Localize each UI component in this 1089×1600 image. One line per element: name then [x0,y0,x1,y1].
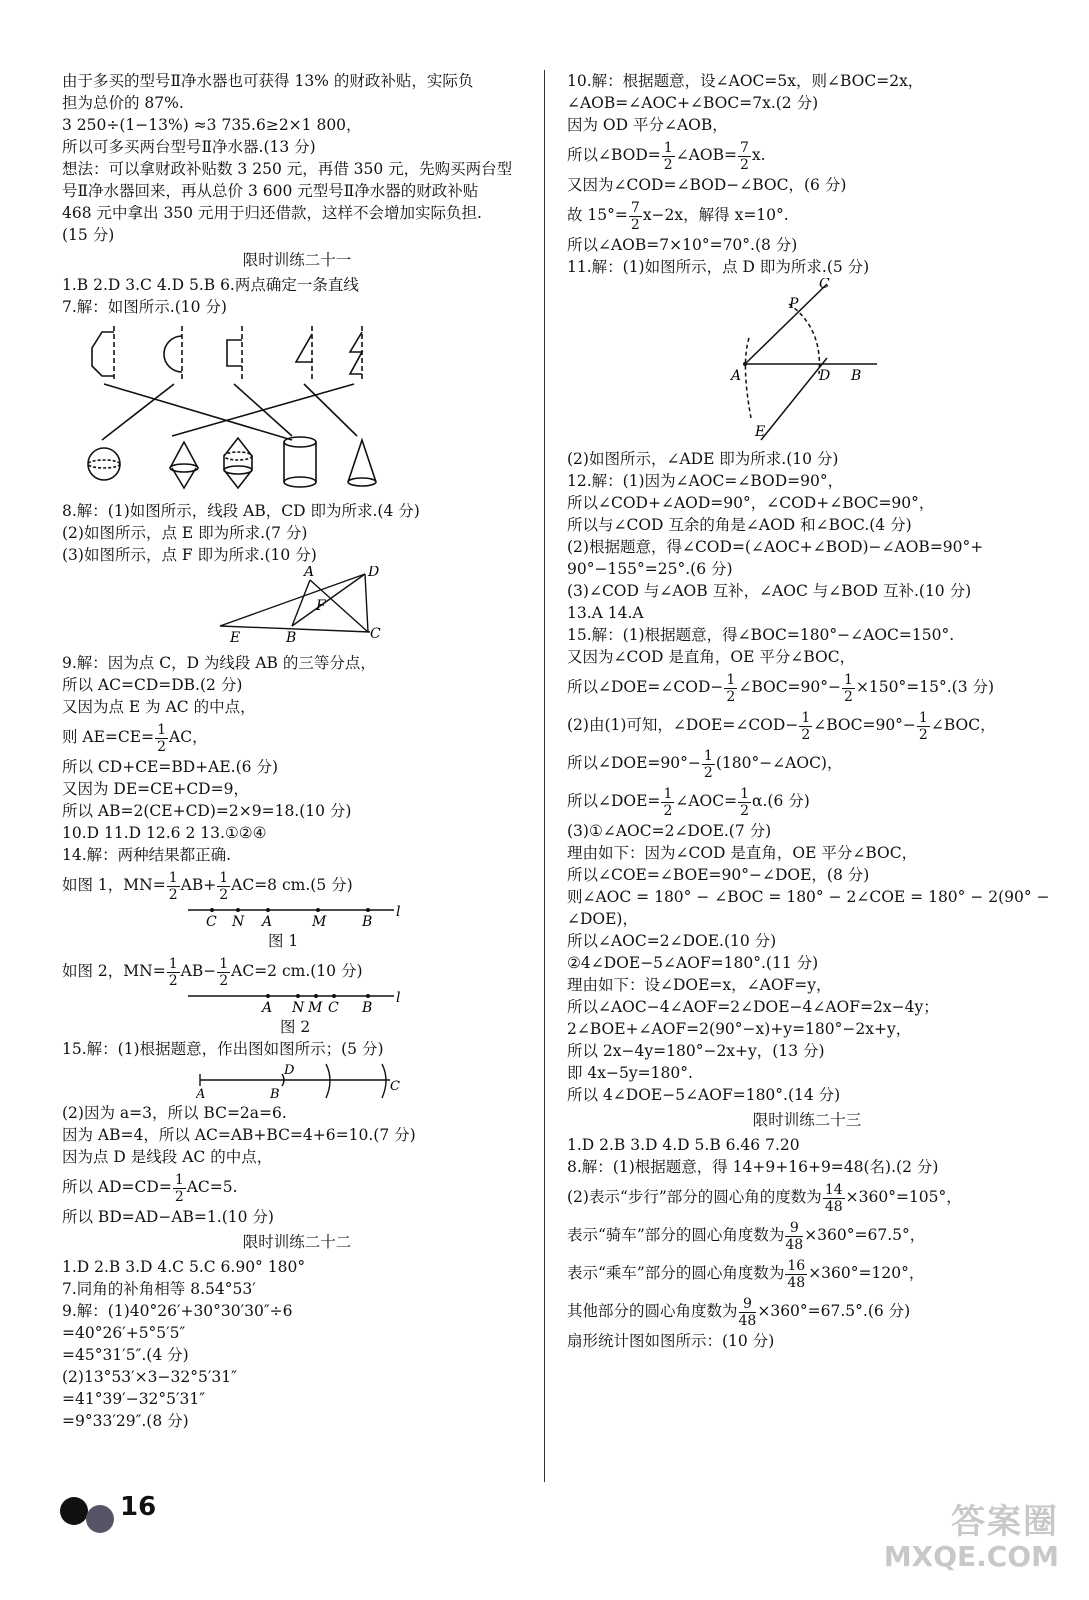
label-B: B [851,368,862,384]
answer-line: =45°31′5″.(4 分) [62,1346,189,1364]
answer-line: (3)如图所示，点 F 即为所求.(10 分) [62,546,317,564]
answer-line: (2)13°53′×3−32°5′31″ [62,1368,237,1386]
fraction: $\frac{1}{2}$ [219,955,229,989]
page-number: 16 [120,1492,157,1522]
answer-line: 则 AE=CE= $\frac{1}{2}$ AC， [62,721,208,755]
fraction: $\frac{1}{2}$ [174,1171,184,1205]
answer-line: 所以与∠COD 互余的角是∠AOD 和∠BOC.(4 分) [567,516,912,534]
answer-line: 则∠AOC = 180° − ∠BOC = 180° − 2∠COE = 180° − 2(90° − [567,888,1050,906]
text-line: 担为总价的 87%. [62,94,184,112]
answer-line: 所以 BD=AD−AB=1.(10 分) [62,1208,274,1226]
label-D: D [368,566,380,580]
answer-line: 所以 AB=2(CE+CD)=2×9=18.(10 分) [62,802,352,820]
text-line: 由于多买的型号Ⅱ净水器也可获得 13% 的财政补贴，实际负 [62,72,474,90]
label-B: B [286,630,297,646]
answer-line: 如图 1，MN= $\frac{1}{2}$ AB+ $\frac{1}{2}$ AC=8 cm.(5 分) [62,869,353,903]
answer-line: 15.解：(1)根据题意，作出图如图所示；(5 分) [62,1040,384,1058]
answer-line: 又因为∠COD 是直角，OE 平分∠BOC， [567,648,856,666]
label-P: P [789,296,799,312]
fraction: $\frac{14}{48}$ [824,1181,843,1215]
fraction: $\frac{9}{48}$ [785,1219,804,1253]
figure-caption: 图 2 [280,1018,311,1036]
figure-q8-points [210,566,530,652]
answer-line: 8.解：(1)如图所示，线段 AB，CD 即为所求.(4 分) [62,502,420,520]
fraction: $\frac{7}{2}$ [630,199,640,233]
label-C: C [370,626,381,642]
label-E: E [230,630,241,646]
answer-line: 90°−155°=25°.(6 分) [567,560,733,578]
section-title: 限时训练二十二 [242,1233,352,1251]
text-line: 所以可多买两台型号Ⅱ净水器.(13 分) [62,138,316,156]
answer-line: 所以∠DOE= $\frac{1}{2}$ ∠AOC= $\frac{1}{2}$ α.(6 分) [567,785,810,819]
answer-line: 所以∠BOD= $\frac{1}{2}$ ∠AOB= $\frac{7}{2}$ x. [567,139,766,173]
text-line: 号Ⅱ净水器回来，再从总价 3 600 元型号Ⅱ净水器的财政补贴 [62,182,479,200]
answer-line: (2)根据题意，得∠COD=(∠AOC+∠BOD)−∠AOB=90°+ [567,538,984,556]
answer-line: 15.解：(1)根据题意，得∠BOC=180°−∠AOC=150°. [567,626,955,644]
label-M: M [308,1000,323,1016]
fraction: $\frac{1}{2}$ [703,747,713,781]
answer-line: 表示“乘车”部分的圆心角度数为 $\frac{16}{48}$ ×360°=120°， [567,1257,925,1291]
answer-line: =41°39′−32°5′31″ [62,1390,206,1408]
answer-line: =40°26′+5°5′5″ [62,1324,186,1342]
answer-line: 所以∠COE=∠BOE=90°−∠DOE，(8 分) [567,866,870,884]
label-C: C [819,278,830,292]
figure-q11-construction [727,278,1047,448]
answer-line: 又因为 DE=CE+CD=9， [62,780,249,798]
fraction: $\frac{1}{2}$ [168,869,178,903]
fraction: $\frac{7}{2}$ [740,139,749,173]
answer-line: 其他部分的圆心角度数为 $\frac{9}{48}$ ×360°=67.5°.(6 分) [567,1295,911,1329]
answer-line: 所以 4∠DOE−5∠AOF=180°.(14 分) [567,1086,841,1104]
fraction: $\frac{1}{2}$ [157,721,167,755]
answer-line: 10.解：根据题意，设∠AOC=5x，则∠BOC=2x， [567,72,924,90]
answer-line: 9.解：(1)40°26′+30°30′30″÷6 [62,1302,293,1320]
section-title: 限时训练二十三 [752,1111,862,1129]
answer-line: (2)如图所示，∠ADE 即为所求.(10 分) [567,450,839,468]
answer-line: 所以∠DOE=∠COD− $\frac{1}{2}$ ∠BOC=90°− $\frac{1}{2}$ ×150°=15°.(3 分) [567,671,995,705]
figure-2-line [188,990,528,1016]
answer-line: 理由如下：设∠DOE=x，∠AOF=y， [567,976,832,994]
fraction: $\frac{1}{2}$ [801,709,811,743]
label-B: B [362,914,373,930]
label-M: M [312,914,327,930]
answer-line: 因为点 D 是线段 AC 的中点， [62,1148,273,1166]
label-F: F [316,598,326,614]
figure-1-line [188,904,528,930]
label-B: B [362,1000,373,1016]
footer-decoration-icon [60,1497,88,1525]
answer-line: 所以 CD+CE=BD+AE.(6 分) [62,758,278,776]
answer-line: 又因为点 E 为 AC 的中点， [62,698,256,716]
label-l: l [396,990,401,1006]
figure-q15-construction [196,1060,536,1102]
label-C: C [328,1000,339,1016]
answer-line: 扇形统计图如图所示：(10 分) [567,1332,775,1350]
answer-line: (3)①∠AOC=2∠DOE.(7 分) [567,822,772,840]
fraction: $\frac{1}{2}$ [726,671,736,705]
fraction: $\frac{1}{2}$ [663,139,673,173]
label-E: E [755,424,766,440]
footer-decoration-icon [86,1505,114,1533]
answer-line: (2)表示“步行”部分的圆心角的度数为 $\frac{14}{48}$ ×360°=105°， [567,1181,962,1215]
answer-line: 13.A 14.A [567,604,644,622]
fraction: $\frac{1}{2}$ [168,955,178,989]
label-C: C [206,914,217,930]
answer-line: 14.解：两种结果都正确. [62,846,232,864]
right-column [567,70,1050,1352]
answer-line: 所以∠COD+∠AOD=90°，∠COD+∠BOC=90°， [567,494,935,512]
answer-line: 7.解：如图所示.(10 分) [62,298,227,316]
answer-line: 1.B 2.D 3.C 4.D 5.B 6.两点确定一条直线 [62,276,359,294]
answer-line: 8.解：(1)根据题意，得 14+9+16+9=48(名).(2 分) [567,1158,939,1176]
answer-line: 如图 2，MN= $\frac{1}{2}$ AB− $\frac{1}{2}$ AC=2 cm.(10 分) [62,955,363,989]
fraction: $\frac{1}{2}$ [219,869,229,903]
answer-line: 所以 2x−4y=180°−2x+y，(13 分) [567,1042,825,1060]
answer-line: 所以∠AOC=2∠DOE.(10 分) [567,932,777,950]
section-title: 限时训练二十一 [242,251,352,269]
answer-line: 9.解：因为点 C，D 为线段 AB 的三等分点， [62,654,376,672]
label-D: D [819,368,831,384]
answer-line: ②4∠DOE−5∠AOF=180°.(11 分) [567,954,819,972]
label-C: C [390,1079,400,1094]
answer-line: 1.D 2.B 3.D 4.D 5.B 6.46 7.20 [567,1136,800,1154]
answer-line: 因为 AB=4，所以 AC=AB+BC=4+6=10.(7 分) [62,1126,416,1144]
answer-line: 所以∠AOC−4∠AOF=2∠DOE−4∠AOF=2x−4y； [567,998,939,1016]
answer-line: 即 4x−5y=180°. [567,1064,693,1082]
answer-line: ∠AOB=∠AOC+∠BOC=7x.(2 分) [567,94,819,112]
answer-line: (2)如图所示，点 E 即为所求.(7 分) [62,524,308,542]
text-line: 468 元中拿出 350 元用于归还借款，这样不会增加实际负担. [62,204,482,222]
answer-line: (2)因为 a=3，所以 BC=2a=6. [62,1104,287,1122]
answer-line: 故 15°= $\frac{7}{2}$ x−2x，解得 x=10°. [567,199,789,233]
label-A: A [731,368,742,384]
answer-line: 又因为∠COD=∠BOD−∠BOC，(6 分) [567,176,847,194]
figure-caption: 图 1 [268,932,299,950]
answer-line: 12.解：(1)因为∠AOC=∠BOD=90°， [567,472,844,490]
column-divider [544,70,545,1482]
fraction: $\frac{1}{2}$ [740,785,750,819]
answer-line: 所以∠DOE=90°− $\frac{1}{2}$ (180°−∠AOC)， [567,747,843,781]
label-A: A [196,1087,206,1102]
fraction: $\frac{1}{2}$ [663,785,673,819]
fraction: $\frac{1}{2}$ [918,709,928,743]
label-A: A [304,566,315,580]
answer-line: 所以 AC=CD=DB.(2 分) [62,676,243,694]
fraction: $\frac{16}{48}$ [787,1257,806,1291]
figure-solids-matching [62,318,382,500]
watermark-url: MXQE.COM [883,1540,1059,1573]
label-N: N [292,1000,305,1016]
answer-line: 理由如下：因为∠COD 是直角，OE 平分∠BOC， [567,844,918,862]
fraction: $\frac{9}{48}$ [738,1295,757,1329]
answer-line: 表示“骑车”部分的圆心角度数为 $\frac{9}{48}$ ×360°=67.5°， [567,1219,926,1253]
label-N: N [232,914,245,930]
answer-line: (3)∠COD 与∠AOB 互补，∠AOC 与∠BOD 互补.(10 分) [567,582,972,600]
text-line: 3 250÷(1−13%) ≈3 735.6≥2×1 800， [62,116,362,134]
text-line: (15 分) [62,226,115,244]
answer-line: 所以∠AOB=7×10°=70°.(8 分) [567,236,798,254]
label-l: l [396,904,401,920]
answer-line: (2)由(1)可知，∠DOE=∠COD− $\frac{1}{2}$ ∠BOC=90°− $\frac{1}{2}$ ∠BOC， [567,709,996,743]
left-column [62,70,532,1432]
answer-line: 11.解：(1)如图所示，点 D 即为所求.(5 分) [567,258,870,276]
text-line: 想法：可以拿财政补贴数 3 250 元，再借 350 元，先购买两台型 [62,160,513,178]
answer-line: =9°33′29″.(8 分) [62,1412,189,1430]
answer-line: ∠DOE)， [567,910,638,928]
label-A: A [262,914,273,930]
watermark-logo: 答案圈 [951,1502,1059,1542]
label-D: D [284,1063,295,1078]
answer-line: 10.D 11.D 12.6 2 13.①②④ [62,824,267,842]
answer-line: 1.D 2.B 3.D 4.C 5.C 6.90° 180° [62,1258,306,1276]
fraction: $\frac{1}{2}$ [844,671,853,705]
answer-line: 2∠BOE+∠AOF=2(90°−x)+y=180°−2x+y， [567,1020,912,1038]
answer-line: 7.同角的补角相等 8.54°53′ [62,1280,256,1298]
label-B: B [270,1087,280,1102]
answer-line: 因为 OD 平分∠AOB， [567,116,728,134]
label-A: A [262,1000,273,1016]
answer-line: 所以 AD=CD= $\frac{1}{2}$ AC=5. [62,1171,238,1205]
